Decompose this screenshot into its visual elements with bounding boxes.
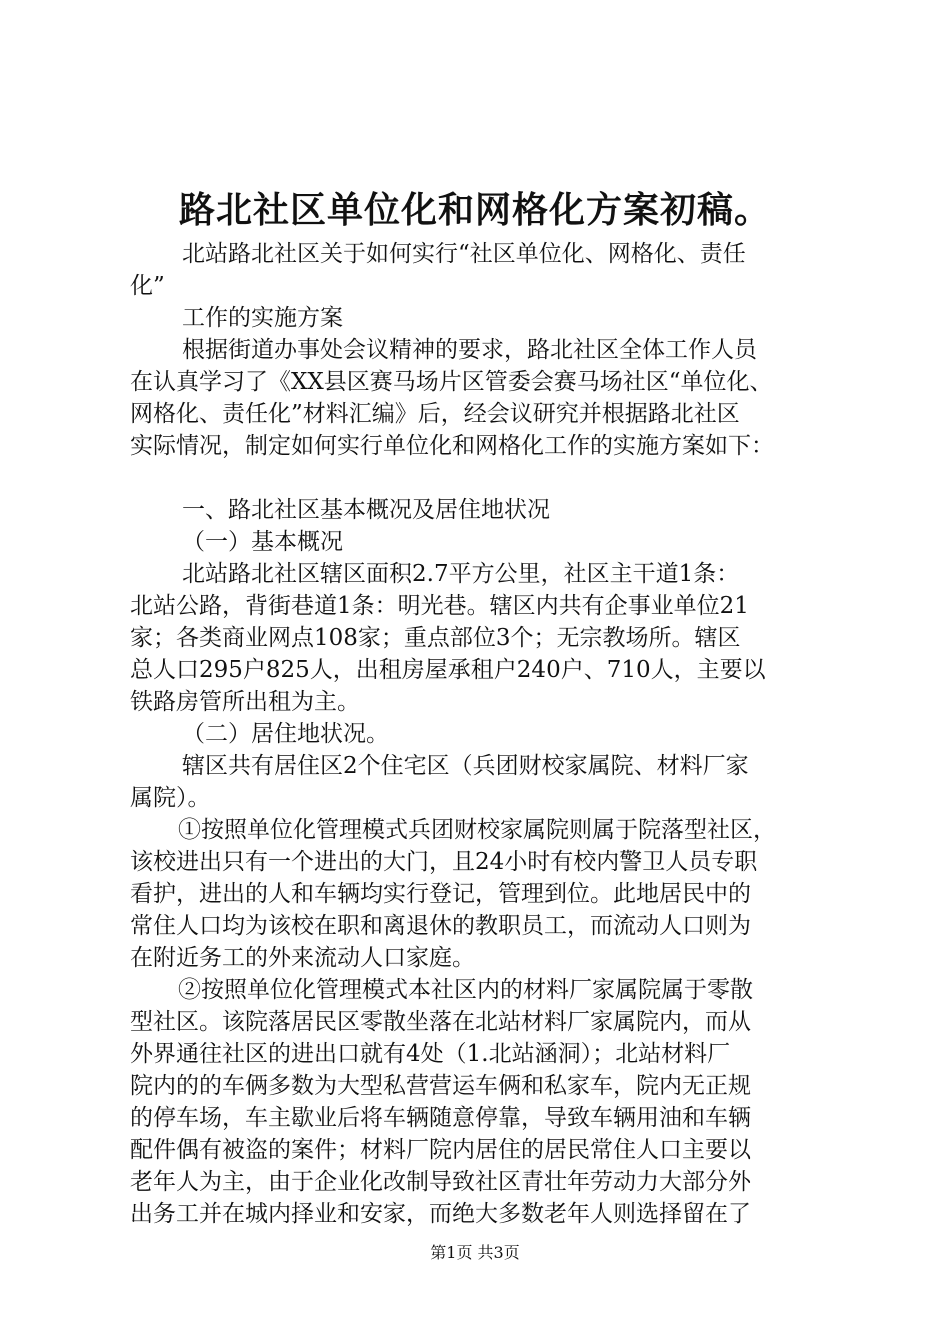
paragraph-line: 北站路北社区辖区面积2.7平方公里，社区主干道1条： [182, 561, 740, 587]
paragraph-line: 看护，进出的人和车辆均实行登记，管理到位。此地居民中的 [130, 881, 751, 907]
paragraph-line: ②按照单位化管理模式本社区内的材料厂家属院属于零散 [178, 977, 753, 1003]
paragraph-line: ①按照单位化管理模式兵团财校家属院则属于院落型社区， [178, 817, 776, 843]
subsection-heading: （一）基本概况 [182, 529, 343, 555]
paragraph-line: 总人口295户825人，出租房屋承租户240户、710人，主要以 [130, 657, 766, 683]
paragraph-line: 根据街道办事处会议精神的要求，路北社区全体工作人员 [182, 337, 757, 363]
paragraph-line: 网格化、责任化”材料汇编》后，经会议研究并根据路北社区 [130, 401, 740, 427]
paragraph-line: 北站公路，背街巷道1条：明光巷。辖区内共有企事业单位21 [130, 593, 749, 619]
paragraph-line: 院内的的车俩多数为大型私营营运车俩和私家车，院内无正规 [130, 1073, 751, 1099]
paragraph-line: 属院）。 [130, 785, 211, 811]
paragraph-line: 铁路房管所出租为主。 [130, 689, 360, 715]
blank-line [130, 462, 832, 494]
paragraph-line: 型社区。该院落居民区零散坐落在北站材料厂家属院内，而从 [130, 1009, 751, 1035]
paragraph-line: 北站路北社区关于如何实行“社区单位化、网格化、责任 [182, 241, 746, 267]
subsection-heading: （二）居住地状况。 [182, 721, 389, 747]
paragraph-line: 辖区共有居住区2个住宅区（兵团财校家属院、材料厂家 [182, 753, 749, 779]
paragraph-line: 出务工并在城内择业和安家，而绝大多数老年人则选择留在了 [130, 1201, 751, 1227]
paragraph-line: 实际情况，制定如何实行单位化和网格化工作的实施方案如下： [130, 433, 774, 459]
document-body [130, 238, 832, 1230]
document-title: 路北社区单位化和网格化方案初稿。 [178, 189, 771, 231]
paragraph-line: 在认真学习了《XX县区赛马场片区管委会赛马场社区“单位化、 [130, 369, 773, 395]
paragraph-line: 外界通往社区的进出口就有4处（1.北站涵洞）；北站材料厂 [130, 1041, 731, 1067]
paragraph-line: 在附近务工的外来流动人口家庭。 [130, 945, 475, 971]
paragraph-line: 工作的实施方案 [182, 305, 343, 331]
paragraph-line: 化” [130, 273, 165, 299]
section-heading: 一、路北社区基本概况及居住地状况 [182, 497, 550, 523]
paragraph-line: 常住人口均为该校在职和离退休的教职员工，而流动人口则为 [130, 913, 751, 939]
paragraph-line: 配件偶有被盗的案件；材料厂院内居住的居民常住人口主要以 [130, 1137, 751, 1163]
paragraph-line: 的停车场，车主歇业后将车辆随意停靠，导致车辆用油和车辆 [130, 1105, 751, 1131]
page-number-footer: 第1页 共3页 [430, 1243, 520, 1262]
paragraph-line: 家；各类商业网点108家；重点部位3个；无宗教场所。辖区 [130, 625, 741, 651]
paragraph-line: 该校进出只有一个进出的大门，且24小时有校内警卫人员专职 [130, 849, 758, 875]
paragraph-line: 老年人为主，由于企业化改制导致社区青壮年劳动力大部分外 [130, 1169, 751, 1195]
